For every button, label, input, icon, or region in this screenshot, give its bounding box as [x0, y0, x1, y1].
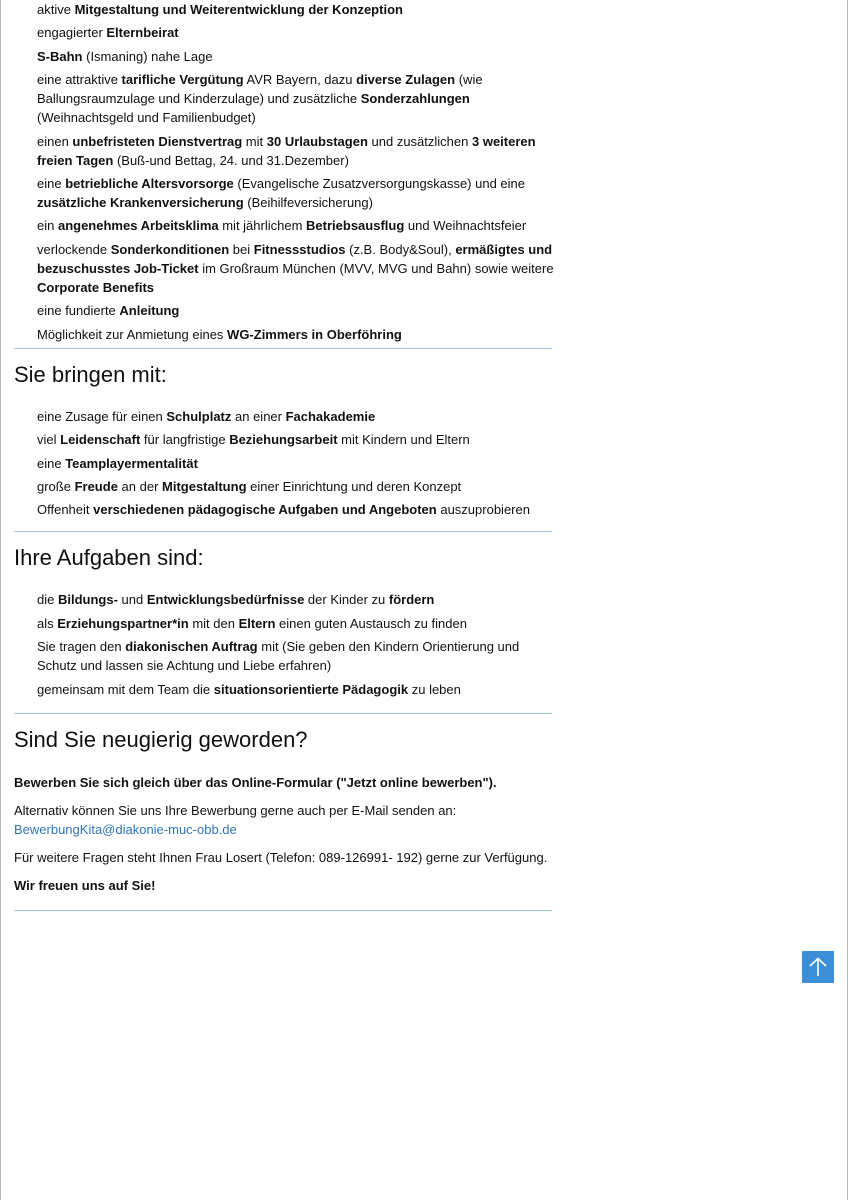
list-item-text: gemeinsam mit dem Team die	[37, 681, 214, 697]
list-item-emphasis: zusätzliche Krankenversicherung	[37, 194, 244, 210]
list-item-text: an einer	[231, 408, 286, 424]
list-item-text: als	[37, 615, 58, 631]
requirements-heading: Sie bringen mit:	[14, 361, 167, 387]
list-item	[37, 0, 554, 19]
list-item-emphasis: verschiedenen pädagogische Aufgaben und Angeboten	[93, 502, 437, 518]
list-item-text: (Buß-und Bettag, 24. und 31.Dezember)	[113, 152, 349, 168]
list-item-emphasis: Fachakademie	[285, 408, 376, 424]
scroll-to-top-button[interactable]	[802, 951, 834, 983]
list-item-text: mit jährlichem	[218, 218, 307, 234]
list-item-text: AVR Bayern, dazu	[243, 72, 357, 88]
section-divider	[14, 348, 552, 349]
list-item-text: für langfristige	[140, 432, 230, 448]
list-item-emphasis: Mitgestaltung	[162, 479, 247, 495]
apply-alt-label: Alternativ können Sie uns Ihre Bewerbung gerne auch per E-Mail senden an:	[14, 802, 457, 818]
tasks-list	[14, 590, 554, 698]
apply-heading: Sind Sie neugierig geworden?	[14, 726, 308, 752]
application-email-link[interactable]: BewerbungKita@diakonie-muc-obb.de	[14, 821, 237, 837]
list-item	[37, 216, 554, 235]
list-item-text: auszuprobieren	[436, 502, 530, 518]
list-item-emphasis: ermäßigtes und bezuschusstes Job-Ticket	[37, 241, 553, 276]
list-item-text: (wie Ballungsraumzulage und Kinderzulage) und zusätzliche	[37, 72, 483, 107]
list-item-text: ein	[37, 218, 58, 234]
list-item	[37, 477, 554, 496]
list-item-emphasis: Beziehungsarbeit	[229, 432, 338, 448]
list-item	[37, 590, 554, 609]
list-item-text: im Großraum München (MVV, MVG und Bahn) sowie weitere	[198, 260, 554, 276]
list-item-text: viel	[37, 432, 61, 448]
list-item-text: mit den	[188, 615, 239, 631]
list-item-emphasis: Bildungs-	[57, 592, 118, 608]
list-item-text: bei	[229, 241, 254, 257]
list-item-text: eine attraktive	[37, 72, 122, 88]
list-item-text: verlockende	[37, 241, 111, 257]
list-item	[37, 174, 554, 212]
list-item-emphasis: fördern	[388, 592, 435, 608]
list-item-emphasis: Schulplatz	[166, 408, 232, 424]
list-item	[37, 637, 554, 675]
list-item-emphasis: Elternbeirat	[106, 25, 179, 41]
list-item-emphasis: Teamplayermentalität	[65, 455, 198, 471]
list-item-text: große	[37, 479, 75, 495]
list-item-text: der Kinder zu	[304, 592, 389, 608]
list-item-emphasis: Sonderzahlungen	[360, 91, 470, 107]
list-item-text: eine Zusage für einen	[37, 408, 167, 424]
list-item-emphasis: tarifliche Vergütung	[121, 72, 244, 88]
list-item-text: einer Einrichtung und deren Konzept	[246, 479, 462, 495]
closing-text: Wir freuen uns auf Sie!	[14, 877, 156, 893]
list-item-text: einen guten Austausch zu finden	[275, 615, 467, 631]
list-item-emphasis: Eltern	[238, 615, 276, 631]
list-item-text: aktive	[37, 2, 75, 17]
list-item-text: eine	[37, 455, 66, 471]
list-item-emphasis: 30 Urlaubstagen	[266, 133, 368, 149]
benefits-list	[14, 0, 554, 344]
list-item-text: und Weihnachtsfeier	[404, 218, 527, 234]
list-item-emphasis: Betriebsausflug	[306, 218, 405, 234]
list-item-emphasis: WG-Zimmers in Oberföhring	[227, 326, 402, 342]
tasks-heading: Ihre Aufgaben sind:	[14, 545, 204, 571]
list-item	[37, 454, 554, 473]
list-item-emphasis: angenehmes Arbeitsklima	[57, 218, 219, 234]
apply-alt-text	[14, 801, 554, 839]
list-item-text: mit Kindern und Eltern	[337, 432, 470, 448]
list-item	[37, 407, 554, 426]
page-border-left	[0, 0, 1, 1200]
apply-cta-text: Bewerben Sie sich gleich über das Online-Formular ("Jetzt online bewerben").	[14, 774, 497, 790]
section-divider	[14, 910, 552, 911]
list-item-emphasis: Sonderkonditionen	[110, 241, 230, 257]
list-item-text: (Weihnachtsgeld und Familienbudget)	[37, 110, 256, 126]
list-item-text: einen	[37, 133, 73, 149]
list-item-emphasis: Corporate Benefits	[37, 279, 155, 295]
arrow-up-icon	[802, 951, 834, 983]
list-item-text: und zusätzlichen	[367, 133, 472, 149]
list-item-emphasis: diakonischen Auftrag	[125, 639, 258, 655]
list-item-emphasis: Erziehungspartner*in	[57, 615, 189, 631]
list-item-emphasis: betriebliche Altersvorsorge	[65, 175, 234, 191]
job-posting-content	[14, 0, 554, 911]
list-item-text: die	[37, 592, 58, 608]
list-item-emphasis: Anleitung	[119, 303, 180, 319]
list-item-emphasis: S-Bahn	[37, 48, 83, 64]
list-item	[37, 430, 554, 449]
list-item-emphasis: Freude	[74, 479, 118, 495]
list-item-text: an der	[117, 479, 163, 495]
list-item-text: mit	[242, 133, 267, 149]
list-item	[37, 70, 554, 127]
list-item-emphasis: diverse Zulagen	[356, 72, 456, 88]
section-divider	[14, 531, 552, 532]
questions-text: Für weitere Fragen steht Ihnen Frau Losert (Telefon: 089-126991- 192) gerne zur Verfügung.	[14, 849, 548, 865]
list-item-text: (Evangelische Zusatzversorgungskasse) und eine	[233, 175, 525, 191]
list-item-text: engagierter	[37, 25, 107, 41]
list-item	[37, 23, 554, 42]
list-item-emphasis: unbefristeten Dienstvertrag	[72, 133, 243, 149]
list-item-emphasis: Mitgestaltung und Weiterentwicklung der Konzeption	[74, 2, 403, 17]
requirements-list	[14, 407, 554, 520]
list-item-emphasis: Entwicklungsbedürfnisse	[146, 592, 305, 608]
list-item-text: und	[117, 592, 147, 608]
list-item	[37, 47, 554, 66]
list-item-text: (Ismaning) nahe Lage	[82, 48, 213, 64]
list-item-emphasis: 3 weiteren freien Tagen	[37, 133, 536, 168]
list-item-emphasis: Fitnessstudios	[253, 241, 346, 257]
list-item	[37, 240, 554, 297]
list-item-text: eine fundierte	[37, 303, 120, 319]
list-item-text: Offenheit	[37, 502, 94, 518]
list-item-text: (z.B. Body&Soul),	[345, 241, 456, 257]
list-item-text: eine	[37, 175, 66, 191]
list-item-text: Möglichkeit zur Anmietung eines	[37, 326, 228, 342]
list-item-text: Sie tragen den	[37, 639, 126, 655]
list-item-emphasis: Leidenschaft	[60, 432, 141, 448]
list-item	[37, 500, 554, 519]
section-divider	[14, 713, 552, 714]
list-item-emphasis: situationsorientierte Pädagogik	[213, 681, 409, 697]
list-item	[37, 132, 554, 170]
list-item-text: zu leben	[408, 681, 461, 697]
list-item	[37, 301, 554, 320]
list-item	[37, 614, 554, 633]
list-item	[37, 325, 554, 344]
list-item	[37, 680, 554, 699]
list-item-text: (Beihilfeversicherung)	[243, 194, 373, 210]
list-item-text: mit (Sie geben den Kindern Orientierung und Schutz und lassen sie Achtung und Liebe erfahren)	[37, 639, 520, 674]
